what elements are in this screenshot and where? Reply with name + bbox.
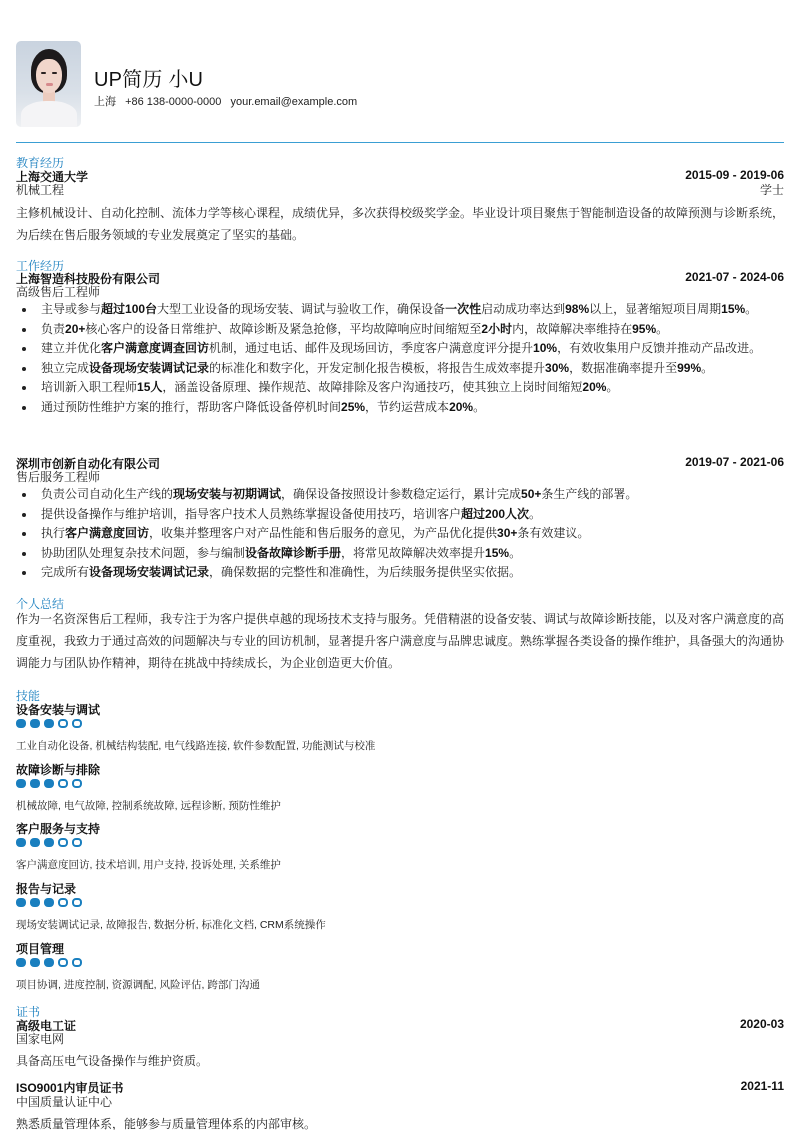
section-title-certificates: 证书 [16,1005,41,1019]
bullet-item: 负责公司自动化生产线的现场安装与初期调试，确保设备按照设计参数稳定运行，累计完成50+条生产线的部署。 [16,487,784,502]
bullet-item: 独立完成设备现场安装调试记录的标准化和数字化，开发定制化报告模板，将报告生成效率提升30%，数据准确率提升至99%。 [16,361,784,376]
certificate-description: 熟悉质量管理体系，能够参与质量管理体系的内部审核。 [16,1117,317,1130]
skill-keywords: 客户满意度回访, 技术培训, 用户支持, 投诉处理, 关系维护 [16,859,281,871]
resume-header [16,41,784,127]
position: 高级售后工程师 [16,285,101,299]
section-title-skills: 技能 [16,689,41,703]
skill-keywords: 机械故障, 电气故障, 控制系统故障, 远程诊断, 预防性维护 [16,800,281,812]
section-title-work: 工作经历 [16,259,65,273]
empty-dot-icon [72,719,82,728]
bullet-item: 协助团队处理复杂技术问题，参与编制设备故障诊断手册，将常见故障解决效率提升15%。 [16,546,784,561]
filled-dot-icon [16,958,26,967]
contact-info [94,93,363,109]
skill-level-rating [16,958,82,968]
filled-dot-icon [44,838,54,847]
position: 售后服务工程师 [16,470,101,484]
profile-photo [16,41,81,127]
filled-dot-icon [30,838,40,847]
company-name: 深圳市创新自动化有限公司 [16,457,161,471]
certificate-issuer: 中国质量认证中心 [16,1095,113,1109]
filled-dot-icon [16,719,26,728]
email: your.email@example.com [230,96,358,108]
phone: +86 138-0000-0000 [125,96,222,108]
skill-keywords: 工业自动化设备, 机械结构装配, 电气线路连接, 软件参数配置, 功能测试与校准 [16,740,376,752]
bullet-item: 通过预防性维护方案的推行，帮助客户降低设备停机时间25%，节约运营成本20%。 [16,400,784,415]
filled-dot-icon [16,779,26,788]
skill-name: 客户服务与支持 [16,822,101,836]
empty-dot-icon [58,719,68,728]
major: 机械工程 [16,183,65,197]
bullet-item: 负责20+核心客户的设备日常维护、故障诊断及紧急抢修，平均故障响应时间缩短至2小时内，故障解决率维持在95%。 [16,322,784,337]
certificate-date: 2021-11 [740,1079,784,1093]
filled-dot-icon [16,838,26,847]
company-name: 上海智造科技股份有限公司 [16,272,161,286]
empty-dot-icon [58,898,68,907]
work-bullets [16,487,784,585]
skill-keywords: 项目协调, 进度控制, 资源调配, 风险评估, 跨部门沟通 [16,979,260,991]
certificate-name: 高级电工证 [16,1019,77,1033]
empty-dot-icon [58,838,68,847]
skill-level-rating [16,898,82,908]
bullet-item: 提供设备操作与维护培训，指导客户技术人员熟练掌握设备使用技巧，培训客户超过200人次。 [16,507,784,522]
empty-dot-icon [58,779,68,788]
education-description: 主修机械设计、自动化控制、流体力学等核心课程，成绩优异，多次获得校级奖学金。毕业设计项目聚焦于智能制造设备的故障预测与诊断系统，为后续在售后服务领域的专业发展奠定了坚实的基础。 [16,206,785,242]
bullet-item: 执行客户满意度回访，收集并整理客户对产品性能和售后服务的意见，为产品优化提供30+条有效建议。 [16,526,784,541]
summary-text: 作为一名资深售后工程师，我专注于为客户提供卓越的现场技术支持与服务。凭借精湛的设备安装、调试与故障诊断技能，以及对客户满意度的高度重视，我致力于通过高效的问题解决与专业的回访机制，显著提升客户满意度与品牌忠诚度。熟练掌握各类设备的操作维护，具备强大的沟通协调能力与团队协作精神，期待在挑战中持续成长，为企业创造更大价值。 [16,612,785,670]
empty-dot-icon [58,958,68,967]
filled-dot-icon [44,958,54,967]
bullet-item: 培训新入职工程师15人，涵盖设备原理、操作规范、故障排除及客户沟通技巧，使其独立上岗时间缩短20%。 [16,380,784,395]
section-title-summary: 个人总结 [16,597,65,611]
filled-dot-icon [44,898,54,907]
filled-dot-icon [30,958,40,967]
empty-dot-icon [72,838,82,847]
empty-dot-icon [72,898,82,907]
candidate-name: UP简历 小U [94,69,204,91]
certificate-description: 具备高压电气设备操作与维护资质。 [16,1054,209,1068]
school-name: 上海交通大学 [16,170,89,184]
work-date: 2021-07 - 2024-06 [685,270,784,284]
filled-dot-icon [16,898,26,907]
filled-dot-icon [30,719,40,728]
skill-level-rating [16,779,82,789]
section-title-education: 教育经历 [16,156,65,170]
skill-name: 项目管理 [16,942,65,956]
skill-name: 故障诊断与排除 [16,763,101,777]
filled-dot-icon [44,719,54,728]
work-bullets [16,302,784,419]
empty-dot-icon [72,779,82,788]
certificate-issuer: 国家电网 [16,1032,65,1046]
header-divider [16,142,784,143]
empty-dot-icon [72,958,82,967]
bullet-item: 建立并优化客户满意度调查回访机制，通过电话、邮件及现场回访，季度客户满意度评分提升10%，有效收集用户反馈并推动产品改进。 [16,341,784,356]
skill-level-rating [16,838,82,848]
skill-keywords: 现场安装调试记录, 故障报告, 数据分析, 标准化文档, CRM系统操作 [16,919,326,931]
skill-level-rating [16,719,82,729]
bullet-item: 完成所有设备现场安装调试记录，确保数据的完整性和准确性，为后续服务提供坚实依据。 [16,565,784,580]
degree: 学士 [759,183,784,197]
filled-dot-icon [44,779,54,788]
bullet-item: 主导或参与超过100台大型工业设备的现场安装、调试与验收工作，确保设备一次性启动成功率达到98%以上，显著缩短项目周期15%。 [16,302,784,317]
education-date: 2015-09 - 2019-06 [685,168,784,182]
location: 上海 [94,96,116,108]
skill-name: 设备安装与调试 [16,703,101,717]
skill-name: 报告与记录 [16,882,77,896]
certificate-name: ISO9001内审员证书 [16,1081,124,1095]
work-date: 2019-07 - 2021-06 [685,455,784,469]
filled-dot-icon [30,779,40,788]
certificate-date: 2020-03 [739,1017,784,1031]
filled-dot-icon [30,898,40,907]
